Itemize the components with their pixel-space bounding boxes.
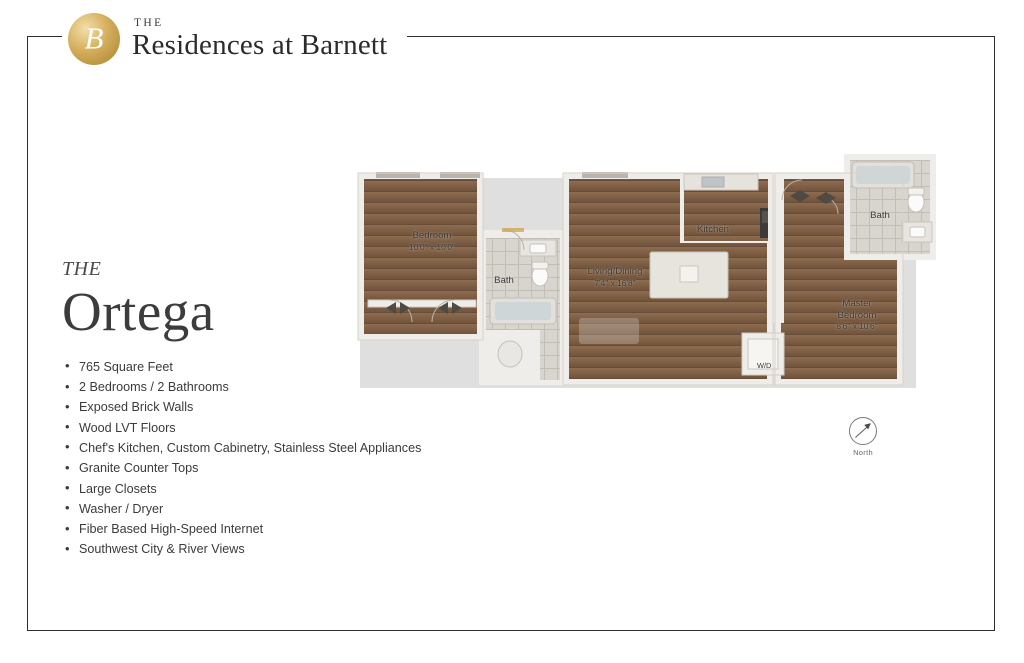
label-kitchen: Kitchen [697,224,729,235]
label-bath-right: Bath [870,210,890,221]
compass-dial [849,417,877,445]
compass-north-icon [843,417,883,457]
list-item: • 765 Square Feet [62,357,492,377]
brand-name: Residences at Barnett [132,28,388,61]
list-item: • Southwest City & River Views [62,539,492,559]
list-item: • Fiber Based High-Speed Internet [62,519,492,539]
floorplan-diagram [350,148,950,398]
brand-logo [62,8,407,70]
compass-label: North [853,448,873,457]
list-item: • Chef's Kitchen, Custom Cabinetry, Stainless Steel Appliances [62,438,492,458]
page-title: Ortega [62,281,215,342]
brand-wordmark [132,18,387,60]
label-bath-left: Bath [494,275,514,286]
compass-needle [855,424,871,438]
list-item: • Wood LVT Floors [62,418,492,438]
label-washer-dryer: W/D [757,361,772,370]
list-item: • Large Closets [62,479,492,499]
list-item: • 2 Bedrooms / 2 Bathrooms [62,377,492,397]
unit-the: THE [62,258,102,280]
monogram-letter: B [84,20,104,56]
list-item: • Granite Counter Tops [62,458,492,478]
monogram-icon [68,13,120,65]
room-bath-left [479,228,567,385]
label-master-bedroom: Master Bedroom 8'6" x 10'6" [836,298,878,332]
label-bedroom: Bedroom 10'0" x 10'0" [409,230,455,252]
brand-the: THE [134,17,164,30]
list-item: • Exposed Brick Walls [62,397,492,417]
label-living-dining: Living/Dining 7'4" x 16'8" [587,266,643,288]
list-item: • Washer / Dryer [62,499,492,519]
room-bedroom [358,172,483,340]
